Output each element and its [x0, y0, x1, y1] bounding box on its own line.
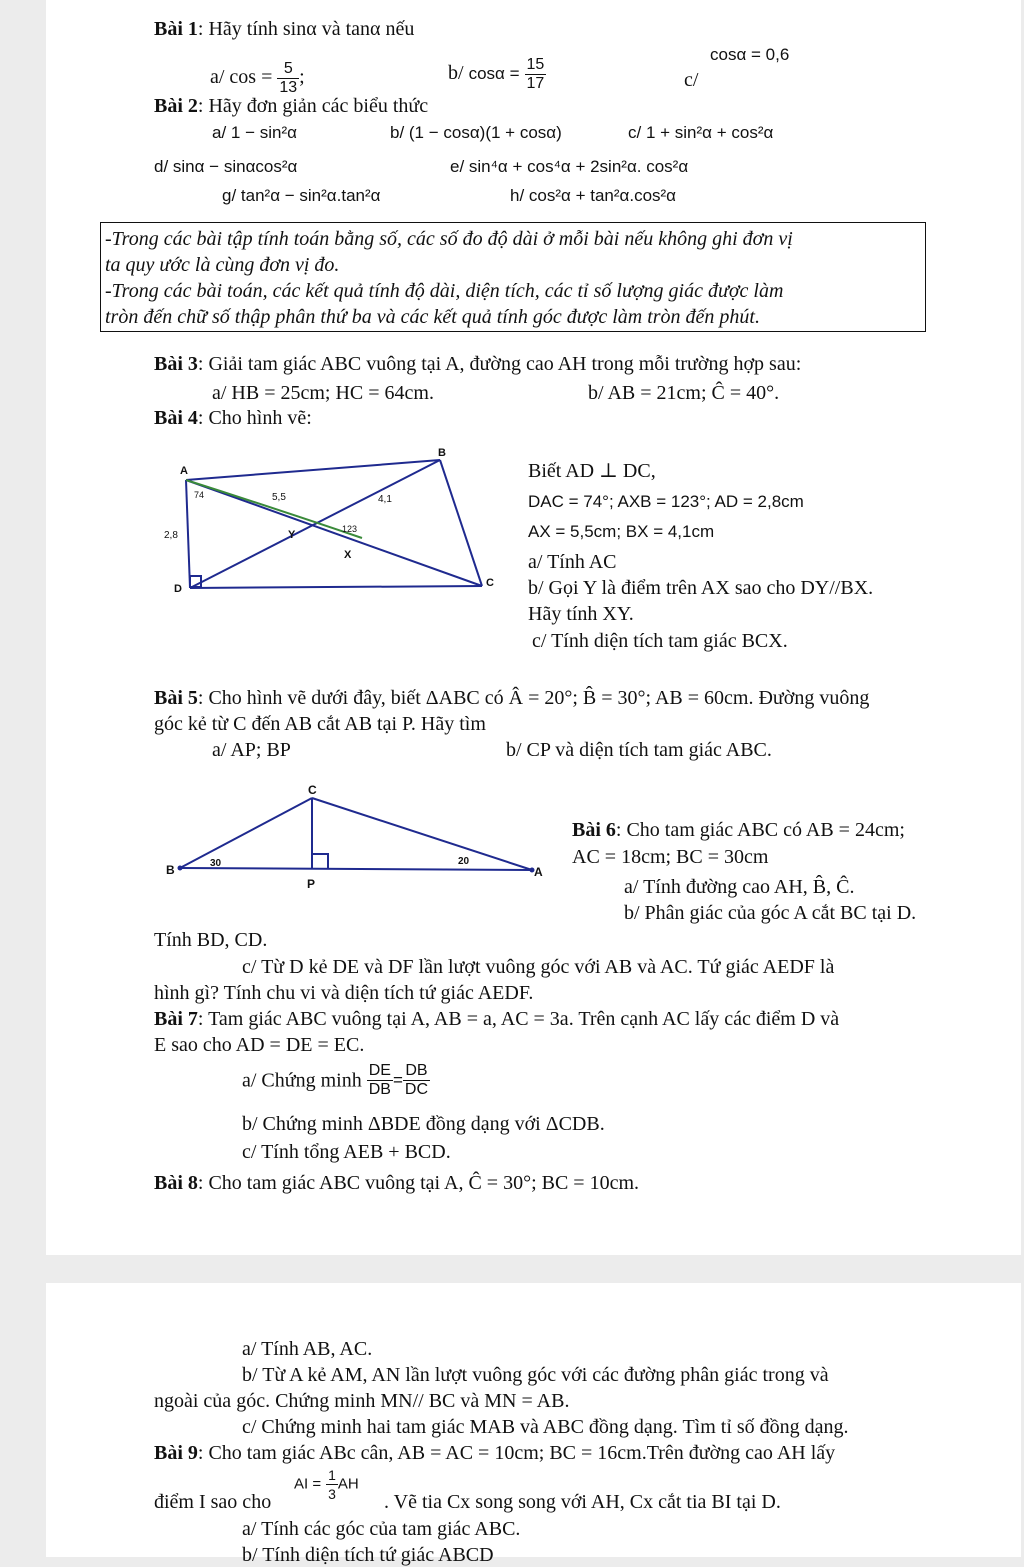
bai7-num-1: DE	[368, 1062, 391, 1079]
bai4-text: : Cho hình vẽ:	[197, 407, 312, 429]
bai7-fraction-1	[367, 1062, 393, 1099]
bai2-d: d/ sinα − sinαcos²α	[154, 157, 298, 176]
bai5-figure	[160, 780, 550, 890]
label-c-5: C	[308, 783, 317, 797]
bai4-c: c/ Tính diện tích tam giác BCX.	[532, 630, 788, 652]
bai9-a: a/ Tính các góc của tam giác ABC.	[242, 1518, 521, 1540]
bai9-text: : Cho tam giác ABc cân, AB = AC = 10cm; BC = 16cm.Trên đường cao AH lấy	[197, 1442, 836, 1464]
bai9-den: 3	[328, 1486, 336, 1502]
label-c: C	[486, 577, 494, 589]
bai8-text: : Cho tam giác ABC vuông tại A, Ĉ = 30°; BC = 10cm.	[197, 1172, 640, 1194]
bai7-a-label: a/ Chứng minh	[242, 1069, 362, 1092]
label-a: A	[180, 465, 188, 477]
bai7-den-2: DC	[404, 1081, 429, 1098]
bai3-b: b/ AB = 21cm; Ĉ = 40°.	[588, 382, 780, 404]
bai7-heading	[154, 1007, 839, 1031]
bai4-b: b/ Gọi Y là điểm trên AX sao cho DY//BX.	[528, 577, 874, 599]
bai2-a: a/ 1 − sin²α	[212, 123, 297, 142]
bai9-title: Bài 9	[154, 1442, 198, 1464]
bai4-a: a/ Tính AC	[528, 551, 617, 573]
bai4-figure	[160, 440, 520, 600]
bai8-title: Bài 8	[154, 1172, 198, 1194]
right-angle-p	[312, 854, 328, 869]
bai1-a-end: ;	[299, 66, 305, 89]
label-length-4-1: 4,1	[378, 494, 392, 505]
label-length-5-5: 5,5	[272, 492, 286, 503]
segment-ac	[186, 480, 482, 586]
bai7-b: b/ Chứng minh ΔBDE đồng dạng với ΔCDB.	[242, 1113, 605, 1135]
bai6-title: Bài 6	[572, 819, 616, 841]
segment-ad	[186, 480, 190, 588]
bai8-a: a/ Tính AB, AC.	[242, 1338, 373, 1360]
bai7-text: : Tam giác ABC vuông tại A, AB = a, AC = 3a. Trên cạnh AC lấy các điểm D và	[197, 1008, 840, 1030]
bai1-c-label: c/	[684, 69, 699, 91]
label-b: B	[438, 447, 446, 459]
bai2-e: e/ sin⁴α + cos⁴α + 2sin²α. cos²α	[450, 157, 689, 176]
label-d: D	[174, 583, 182, 595]
bai1-b-fraction	[525, 56, 547, 93]
bai9-fraction	[326, 1466, 338, 1503]
bai3-heading	[154, 352, 801, 376]
bai2-h: h/ cos²α + tan²α.cos²α	[510, 186, 677, 205]
bai1-b-den: 17	[526, 75, 545, 92]
bai4-heading	[154, 406, 312, 430]
bai3-text: : Giải tam giác ABC vuông tại A, đường cao AH trong mỗi trường hợp sau:	[197, 353, 802, 375]
bai9-b: b/ Tính diện tích tứ giác ABCD	[242, 1544, 494, 1566]
bai1-heading	[154, 17, 414, 41]
bai9-line-2a: điểm I sao cho	[154, 1491, 272, 1513]
bai9-line-2b: . Vẽ tia Cx song song với AH, Cx cắt tia BI tại D.	[384, 1491, 781, 1513]
bai8-heading	[154, 1171, 639, 1195]
bai5-title: Bài 5	[154, 687, 198, 709]
bai5-b: b/ CP và diện tích tam giác ABC.	[506, 739, 772, 761]
bai1-a-label: a/ cos =	[210, 66, 273, 89]
label-angle-30: 30	[210, 858, 222, 869]
bai7-fraction-2	[403, 1062, 430, 1099]
bai1-a-den: 13	[279, 79, 298, 96]
label-y: Y	[288, 529, 296, 541]
bai1-b-label: b/	[448, 62, 464, 85]
bai6-b: b/ Phân giác của góc A cắt BC tại D.	[624, 902, 917, 924]
label-p-5: P	[307, 877, 316, 890]
bai9-ah: AH	[337, 1475, 359, 1493]
bai1-a	[210, 60, 305, 97]
bai1-b-expr: cosα =	[468, 64, 520, 84]
bai4-b-2: Hãy tính XY.	[528, 603, 634, 625]
point-b	[178, 866, 183, 871]
bai2-heading	[154, 94, 428, 118]
bai4-given-1: Biết AD ⊥ DC,	[528, 460, 656, 482]
bai6-text: : Cho tam giác ABC có AB = 24cm;	[615, 819, 905, 841]
bai1-c-expr: cosα = 0,6	[710, 45, 790, 64]
bai9-heading	[154, 1441, 835, 1465]
bai7-text-2: E sao cho AD = DE = EC.	[154, 1034, 365, 1056]
label-x: X	[344, 549, 352, 561]
note-line-3: -Trong các bài toán, các kết quả tính độ dài, diện tích, các tỉ số lượng giác được làm	[105, 280, 784, 302]
bai4-given-2: DAC = 74°; AXB = 123°; AD = 2,8cm	[528, 492, 804, 511]
note-line-4: tròn đến chữ số thập phân thứ ba và các kết quả tính góc được làm tròn đến phút.	[105, 306, 760, 328]
arc-ay	[186, 480, 362, 538]
segment-db	[190, 460, 440, 588]
label-angle-123: 123	[342, 524, 358, 534]
bai5-heading	[154, 686, 869, 710]
label-b-5: B	[166, 863, 175, 877]
bai1-a-num: 5	[277, 60, 299, 79]
bai9-ai-expression	[294, 1466, 359, 1503]
bai2-title: Bài 2	[154, 95, 198, 117]
label-angle-74: 74	[194, 490, 205, 500]
bai3-title: Bài 3	[154, 353, 198, 375]
bai7-c: c/ Tính tổng AEB + BCD.	[242, 1141, 451, 1163]
segment-bc	[440, 460, 482, 586]
bai9-num: 1	[328, 1467, 336, 1483]
bai6-c: c/ Từ D kẻ DE và DF lần lượt vuông góc với AB và AC. Tứ giác AEDF là	[242, 956, 835, 978]
bai6-c-2: hình gì? Tính chu vi và diện tích tứ giác AEDF.	[154, 982, 534, 1004]
segment-dc	[190, 586, 482, 588]
bai1-b-num: 15	[526, 56, 545, 73]
label-a-5: A	[534, 865, 543, 879]
bai2-text: : Hãy đơn giản các biểu thức	[197, 95, 429, 117]
note-line-1: -Trong các bài tập tính toán bằng số, các số đo độ dài ở mỗi bài nếu không ghi đơn vị	[105, 228, 793, 250]
bai4-given-3: AX = 5,5cm; BX = 4,1cm	[528, 522, 715, 541]
bai7-den-1: DB	[368, 1081, 391, 1098]
bai6-b-2: Tính BD, CD.	[154, 929, 268, 951]
segment-ca-5	[312, 798, 532, 870]
bai2-g: g/ tan²α − sin²α.tan²α	[222, 186, 381, 205]
bai7-num-2: DB	[403, 1062, 430, 1081]
bai6-heading	[572, 818, 905, 842]
bai8-b: b/ Từ A kẻ AM, AN lần lượt vuông góc với các đường phân giác trong và	[242, 1364, 829, 1386]
segment-ba-5	[180, 868, 532, 870]
bai2-c: c/ 1 + sin²α + cos²α	[628, 123, 774, 142]
bai6-a: a/ Tính đường cao AH, B̂, Ĉ.	[624, 876, 855, 898]
rounding-note-box	[100, 222, 926, 332]
bai6-line-2: AC = 18cm; BC = 30cm	[572, 846, 769, 868]
bai4-title: Bài 4	[154, 407, 198, 429]
bai5-a: a/ AP; BP	[212, 739, 291, 761]
note-line-2: ta quy ước là cùng đơn vị đo.	[105, 254, 340, 276]
segment-bc-5	[180, 798, 312, 868]
bai1-title: Bài 1	[154, 18, 198, 40]
bai1-b	[448, 56, 546, 93]
bai8-b-2: ngoài của góc. Chứng minh MN// BC và MN = AB.	[154, 1390, 570, 1412]
label-length-2-8: 2,8	[164, 530, 178, 541]
bai5-text: : Cho hình vẽ dưới đây, biết ΔABC có Â = 20°; B̂ = 30°; AB = 60cm. Đường vuông	[197, 687, 870, 709]
bai7-title: Bài 7	[154, 1008, 198, 1030]
bai1-a-fraction	[277, 60, 299, 97]
bai8-c: c/ Chứng minh hai tam giác MAB và ABC đồng dạng. Tìm tỉ số đồng dạng.	[242, 1416, 849, 1438]
bai1-text: : Hãy tính sinα và tanα nếu	[197, 18, 415, 40]
bai7-a	[242, 1062, 430, 1099]
segment-ab	[186, 460, 440, 480]
bai9-ai-label: AI =	[294, 1475, 322, 1493]
bai5-text-2: góc kẻ từ C đến AB cắt AB tại P. Hãy tìm	[154, 713, 486, 735]
bai2-b: b/ (1 − cosα)(1 + cosα)	[390, 123, 562, 142]
bai3-a: a/ HB = 25cm; HC = 64cm.	[212, 382, 434, 404]
label-angle-20: 20	[458, 856, 470, 867]
bai7-equals: =	[392, 1070, 403, 1090]
